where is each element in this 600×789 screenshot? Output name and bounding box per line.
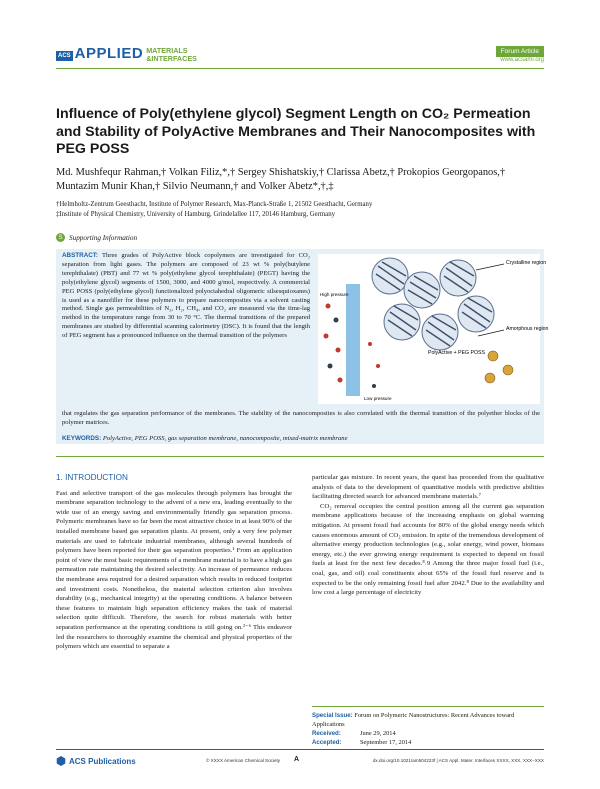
special-issue-label: Special Issue:: [312, 712, 353, 719]
header-divider: [56, 68, 544, 69]
journal-name-interfaces: &INTERFACES: [146, 53, 197, 63]
toc-graphic: [318, 254, 549, 404]
page-number: A: [294, 756, 300, 763]
journal-header: [56, 46, 544, 82]
body-column-right: [312, 473, 544, 598]
label-polyactive: PolyActive + PEG POSS: [428, 350, 485, 356]
body-divider: [56, 456, 544, 457]
footer-divider: [56, 749, 544, 750]
supporting-info-link[interactable]: [56, 233, 137, 242]
affiliation-2: ‡Institute of Physical Chemistry, University of Hamburg, Grindelallee 117, 20146 Hamburg, Germany: [56, 211, 336, 218]
intro-paragraph-2: particular gas mixture. In recent years, the quest has proceeded from the qualitative analysis of data to the development of quantitative models with predictive abilities facilitating directed search for advanced membrane materials.⁷: [312, 474, 544, 501]
supporting-info-icon: S: [56, 233, 65, 242]
publisher-name: ACS Publications: [69, 756, 136, 766]
affiliations: [56, 200, 546, 220]
keywords-list: PolyActive, PEG POSS, gas separation membrane, nanocomposite, mixed-matrix membrane: [102, 435, 348, 442]
article-type-badge: Forum Article: [496, 46, 544, 57]
received-date: June 29, 2014: [360, 730, 396, 737]
abstract-text: [62, 252, 310, 341]
intro-paragraph-1: Fast and selective transport of the gas molecules through polymers has brought the membrane separation technology to the advent of a new era, leading eventually to the wide use of an energy saving and environmentally friendly gas separation process. Polymeric membranes have so far been the most attractive choice in at least 90% of the installed membrane based gas separation plants. At present, only a very few polymer materials are used to fabricate industrial membranes, although several hundreds of polymers have been reported for their gas separation properties.¹ From an application point of view the most basic requirements of a membrane material is to have a high gas permeation rate maintaining the desired selectivity. An increase of permeance reduces the membrane area required for a desired separation which results in reduced footprint and investment costs. Nonetheless, the material selection criterion also involves durability (e.g., mechanical integrity) at the operating conditions. A balance between these features to maintain high separation efficiency makes the task of material selection quite difficult. Therefore, the search for robust materials with better separation performance at the operating conditions is still going on.²⁻⁶ This endeavor led the researchers to thoroughly examine the chemical and physical properties of the polymers which are essential to separate a: [56, 489, 292, 651]
journal-url[interactable]: www.acsami.org: [500, 57, 544, 63]
label-high-pressure: High pressure: [320, 292, 349, 297]
journal-logo[interactable]: [56, 46, 197, 68]
membrane-slab: [346, 284, 360, 396]
accepted-label: Accepted:: [312, 739, 342, 746]
acs-hexagon-icon: [56, 756, 66, 766]
accepted-row: [312, 738, 544, 747]
received-label: Received:: [312, 730, 341, 737]
label-low-pressure: Low pressure: [364, 396, 392, 401]
journal-name-materials: MATERIALS: [146, 46, 188, 55]
author-list: Md. Mushfequr Rahman,† Volkan Filiz,*,† Sergey Shishatskiy,† Clarissa Abetz,† Prokopios Georgopanos,† Muntazim Munir Khan,† Silvio Neumann,† and Volker Abetz*,†,‡: [56, 167, 506, 192]
journal-name-subtitle: [146, 47, 197, 62]
article-history: [312, 706, 544, 747]
keywords: [62, 434, 540, 443]
abstract-label: ABSTRACT:: [62, 252, 99, 259]
received-row: [312, 729, 544, 738]
affiliation-1: †Helmholtz-Zentrum Geesthacht, Institute of Polymer Research, Max-Planck-Straße 1, 21502 Geesthacht, Germany: [56, 201, 373, 208]
label-crystalline: Crystalline region: [506, 260, 547, 266]
article-title: Influence of Poly(ethylene glycol) Segment Length on CO₂ Permeation and Stability of PolyActive Membranes and Their Nanocomposites with PEG POSS: [56, 106, 536, 157]
doi-citation[interactable]: dx.doi.org/10.1021/am504223f | ACS Appl. Mater. Interfaces XXXX, XXX, XXX−XXX: [372, 758, 544, 763]
keywords-label: KEYWORDS:: [62, 435, 102, 442]
special-issue-value: Forum on Polymeric Nanostructures: Recent Advances toward Applications: [312, 712, 515, 728]
body-column-left: [56, 473, 292, 652]
acs-badge: ACS: [58, 53, 71, 59]
copyright: © XXXX American Chemical Society: [206, 758, 281, 763]
section-heading-introduction: 1. INTRODUCTION: [56, 473, 128, 482]
accepted-date: September 17, 2014: [360, 739, 412, 746]
supporting-info-label: Supporting Information: [69, 233, 138, 242]
special-issue-row: [312, 711, 544, 729]
journal-name-applied: APPLIED: [74, 45, 144, 62]
abstract-continuation: that regulates the gas separation performance of the membranes. The stability of the nanocomposites is also correlated with the thermal transition of the polyether blocks of the polymer matrices.: [62, 410, 540, 426]
abstract-body: Three grades of PolyActive block copolymers are investigated for CO₂ separation from light gases. The polymers are composed of 23 wt % poly(butylene terephthalate) (PBT) and 77 wt % poly(ethylene glycol terephthalate) (PEGT) having the poly(ethylene glycol) segments of 1500, 3000, and 4000 g/mol, respectively. A commercial PEG POSS (poly(ethylene glycol) functionalized polyoctahedral oligomeric silsesquioxanes) is used as a nanofiller for these polymers to prepare nanocomposites via a solvent casting method. Single gas permeabilities of N₂, H₂, CH₄, and CO₂ are measured via the time-lag method in the temperature range from 30 to 70 °C. The thermal transitions of the prepared membranes are studied by differential scanning calorimetry (DSC). It is found that the length of PEG segment has a pronounced influence on the thermal transition of the polymers: [62, 252, 310, 340]
publisher-logo[interactable]: [56, 756, 136, 766]
label-amorphous: Amorphous region: [506, 326, 549, 332]
page-footer: [56, 752, 544, 766]
intro-paragraph-3: CO₂ removal occupies the central position among all the current gas separation membrane applications because of the increasing emphasis on global warming mitigation. At present fossil fuel accounts for 80% of the global energy needs which causes enormous amount of CO₂ emission. In spite of the tremendous development of alternative energy production technologies (e.g., solar energy, wind power, biomass energy, etc.) the ever growing energy requirement is expected to depend on fossil fuels at least for the next few decades.⁸˒9 Among the three major fossil fuel (i.e., coal, gas, and oil) coal constituents about 65% of the fossil fuel reserve and is expected to be the only remaining fossil fuel after 2042.⁸ Due to the availability and low cost a large percentage of electricity: [312, 502, 544, 597]
